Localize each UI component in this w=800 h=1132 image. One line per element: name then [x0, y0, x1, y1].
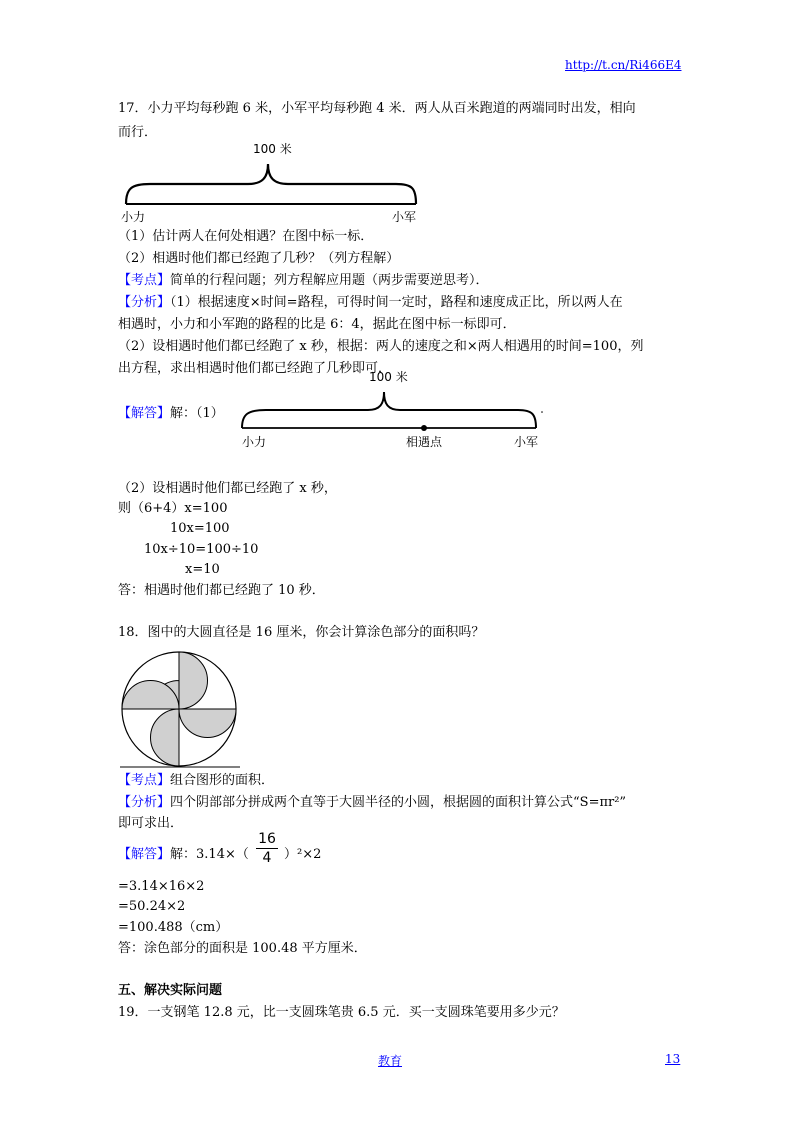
q17-sol-line1: （2）设相遇时他们都已经跑了 x 秒， — [118, 481, 337, 496]
header-url-link[interactable]: http://t.cn/Ri466E4 — [565, 58, 682, 72]
q17-stem-line1: 17．小力平均每秒跑 6 米，小军平均每秒跑 4 米．两人从百米跑道的两端同时出发，相向 — [118, 101, 636, 116]
footer-page-number[interactable]: 13 — [665, 1052, 681, 1066]
fig2-brace — [238, 390, 548, 432]
q17-sub1: （1）估计两人在何处相遇？在图中标一标． — [118, 229, 374, 244]
fig2-top-label: 100 米 — [369, 370, 408, 384]
fig1-top-label: 100 米 — [253, 142, 292, 156]
section-title: 五、解决实际问题 — [118, 983, 223, 998]
q18-jieda-tag: 【解答】 — [118, 847, 171, 862]
q18-pinwheel-figure — [120, 650, 240, 768]
q17-kaodian — [118, 272, 489, 290]
fig1-brace — [120, 160, 420, 210]
q17-sol-line5: x=10 — [185, 562, 220, 577]
fig2-right-label: 小军 — [514, 435, 539, 449]
q17-fenxi-line4: 出方程，求出相遇时他们都已经跑了几秒即可． — [118, 361, 392, 376]
footer-center-link[interactable]: 教育 — [378, 1054, 403, 1068]
q17-fenxi-line3: （2）设相遇时他们都已经跑了 x 秒，根据：两人的速度之和×两人相遇用的时间=100，列 — [118, 339, 644, 354]
fenxi-text: （1）根据速度×时间=路程，可得时间一定时，路程和速度成正比，所以两人在 — [170, 295, 623, 310]
kaodian-text: 简单的行程问题；列方程解应用题（两步需要逆思考）． — [170, 273, 489, 288]
q18-kaodian-text: 组合图形的面积． — [170, 773, 275, 788]
q17-sol-line3: 10x=100 — [170, 521, 230, 536]
q18-fenxi-line2: 即可求出． — [118, 816, 184, 831]
q18-sol-line3: =100.488（cm） — [118, 920, 229, 935]
fig1-left-label: 小力 — [121, 210, 146, 224]
q18-stem: 18．图中的大圆直径是 16 厘米，你会计算涂色部分的面积吗？ — [118, 625, 485, 640]
q18-fenxi-line1 — [118, 794, 626, 812]
q18-sol-line1: =3.14×16×2 — [118, 879, 205, 894]
fraction-numerator: 16 — [258, 831, 276, 847]
q17-sub2: （2）相遇时他们都已经跑了几秒？（列方程解） — [118, 251, 400, 266]
q17-fenxi-line2: 相遇时，小力和小军跑的路程的比是 6：4，据此在图中标一标即可． — [118, 317, 516, 332]
q19-stem: 19．一支钢笔 12.8 元，比一支圆珠笔贵 6.5 元．买一支圆珠笔要用多少元？ — [118, 1005, 565, 1020]
fraction-denominator: 4 — [262, 850, 272, 866]
fig2-meet-label: 相遇点 — [406, 435, 443, 449]
q18-kaodian-tag: 【考点】 — [118, 773, 171, 788]
jieda-tag: 【解答】 — [118, 406, 171, 421]
q18-jieda-suffix: ）²×2 — [284, 847, 322, 862]
fenxi-tag: 【分析】 — [118, 295, 171, 310]
meet-point-dot — [421, 425, 427, 431]
q17-stem-line2: 而行． — [118, 125, 158, 140]
q17-fenxi-line1 — [118, 294, 623, 312]
q18-fenxi-tag: 【分析】 — [118, 795, 171, 810]
fig1-right-label: 小军 — [392, 210, 417, 224]
q18-answer: 答：涂色部分的面积是 100.48 平方厘米． — [118, 941, 367, 956]
kaodian-tag: 【考点】 — [118, 273, 171, 288]
q18-sol-line2: =50.24×2 — [118, 899, 186, 914]
q17-sol-line4: 10x÷10=100÷10 — [144, 542, 259, 557]
q18-fraction — [254, 830, 280, 867]
q18-fenxi-text: 四个阴部部分拼成两个直等于大圆半径的小圆，根据圆的面积计算公式“S=πr²” — [170, 795, 627, 810]
q18-kaodian — [118, 772, 274, 790]
q18-jieda-prefix: 解：3.14×（ — [170, 847, 249, 862]
q17-sol-line2: 则（6+4）x=100 — [118, 501, 228, 516]
jieda-text: 解：（1） — [170, 406, 224, 421]
fig2-left-label: 小力 — [242, 435, 267, 449]
q17-answer: 答：相遇时他们都已经跑了 10 秒． — [118, 583, 325, 598]
q17-jieda — [118, 405, 224, 423]
q18-jieda — [118, 846, 249, 864]
